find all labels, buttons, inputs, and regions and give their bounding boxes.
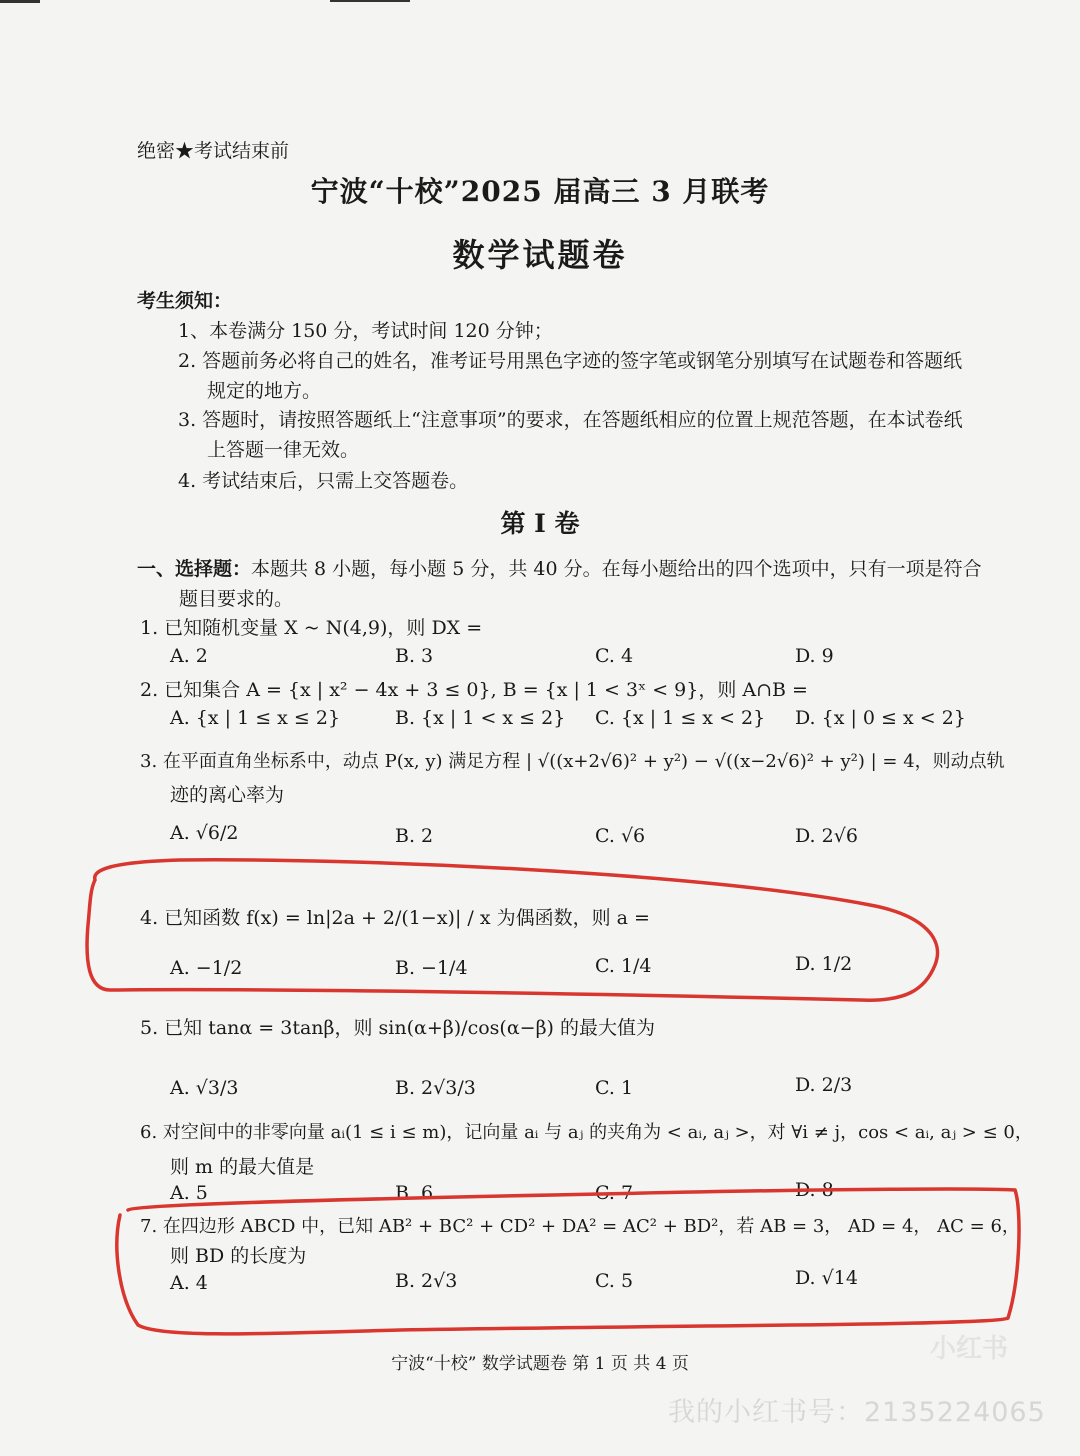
q2-option-a: A. {x | 1 ≤ x ≤ 2} [170,707,341,729]
annotation-loop-q7 [117,1189,1019,1334]
question-4-stem: 4. 已知函数 f(x) = ln|2a + 2/(1−x)| / x 为偶函数，则 a = [140,907,650,929]
q4-option-b: B. −1/4 [395,957,468,979]
notice-item: 4. 考试结束后，只需上交答题卷。 [178,470,469,492]
q4-option-a: A. −1/2 [170,957,243,979]
notice-heading: 考生须知： [137,290,233,312]
notice-item: 规定的地方。 [207,380,322,402]
notice-item: 上答题一律无效。 [207,439,360,461]
question-7-stem: 7. 在四边形 ABCD 中，已知 AB² + BC² + CD² + DA² = AC² + BD²，若 AB = 3， AD = 4， AC = 6， [140,1216,1020,1237]
section-text: 本题共 8 小题，每小题 5 分，共 40 分。在每小题给出的四个选项中，只有一项是符合 [251,558,982,580]
q5-option-c: C. 1 [595,1077,634,1099]
q7-option-b: B. 2√3 [395,1270,458,1292]
question-2-stem: 2. 已知集合 A = {x | x² − 4x + 3 ≤ 0}, B = {x | 1 < 3ˣ < 9}，则 A∩B = [140,679,808,701]
q1-option-a: A. 2 [170,645,208,667]
q3-option-b: B. 2 [395,825,434,847]
watermark-logo: 小红书 [930,1334,1009,1364]
notice-item: 1、本卷满分 150 分，考试时间 120 分钟； [178,320,553,342]
notice-item: 3. 答题时，请按照答题纸上“注意事项”的要求，在答题纸相应的位置上规范答题，在本试卷纸 [178,409,963,431]
section-head: 一、选择题： [137,558,252,580]
volume-label: 第 I 卷 [500,509,580,538]
notice-item: 2. 答题前务必将自己的姓名，准考证号用黑色字迹的签字笔或钢笔分别填写在试题卷和答题纸 [178,350,963,372]
q1-option-d: D. 9 [795,645,834,667]
q6-option-b: B. 6 [395,1182,434,1204]
q1-option-b: B. 3 [395,645,434,667]
q4-option-d: D. 1/2 [795,953,853,975]
q6-option-a: A. 5 [170,1182,208,1204]
q7-option-c: C. 5 [595,1270,634,1292]
q5-option-b: B. 2√3/3 [395,1077,476,1099]
question-7-stem-2: 则 BD 的长度为 [170,1245,307,1267]
q1-option-c: C. 4 [595,645,634,667]
q3-option-d: D. 2√6 [795,825,858,847]
q2-option-d: D. {x | 0 ≤ x < 2} [795,707,966,729]
q5-option-a: A. √3/3 [170,1077,239,1099]
q3-option-c: C. √6 [595,825,646,847]
question-1-stem: 1. 已知随机变量 X ~ N(4,9)，则 DX = [140,617,483,639]
q7-option-d: D. √14 [795,1267,858,1289]
question-6-stem: 6. 对空间中的非零向量 aᵢ(1 ≤ i ≤ m)，记向量 aᵢ 与 aⱼ 的夹角为 < aᵢ, aⱼ >，对 ∀i ≠ j，cos < aᵢ, aⱼ > ≤ 0， [140,1122,1033,1143]
q6-option-c: C. 7 [595,1182,634,1204]
q7-option-a: A. 4 [170,1272,208,1294]
q5-option-d: D. 2/3 [795,1074,853,1096]
question-3-stem: 3. 在平面直角坐标系中，动点 P(x, y) 满足方程 | √((x+2√6)² + y²) − √((x−2√6)² + y²) | = 4，则动点轨 [140,751,1005,772]
question-5-stem: 5. 已知 tanα = 3tanβ，则 sin(α+β)/cos(α−β) 的最大值为 [140,1017,656,1039]
q6-option-d: D. 8 [795,1179,834,1201]
question-3-stem-2: 迹的离心率为 [170,784,285,806]
exam-title: 宁波“十校”2025 届高三 3 月联考 [310,175,770,208]
question-6-stem-2: 则 m 的最大值是 [170,1156,315,1178]
page-footer: 宁波“十校” 数学试题卷 第 1 页 共 4 页 [391,1354,689,1374]
secret-mark: 绝密★考试结束前 [137,140,290,162]
q2-option-c: C. {x | 1 ≤ x < 2} [595,707,766,729]
annotation-loop-q4 [87,860,937,1000]
watermark-id: 我的小红书号：2135224065 [668,1397,1046,1428]
q3-option-a: A. √6/2 [170,822,239,844]
q2-option-b: B. {x | 1 < x ≤ 2} [395,707,566,729]
exam-subtitle: 数学试题卷 [452,236,628,274]
section-text-2: 题目要求的。 [179,588,294,610]
q4-option-c: C. 1/4 [595,955,652,977]
